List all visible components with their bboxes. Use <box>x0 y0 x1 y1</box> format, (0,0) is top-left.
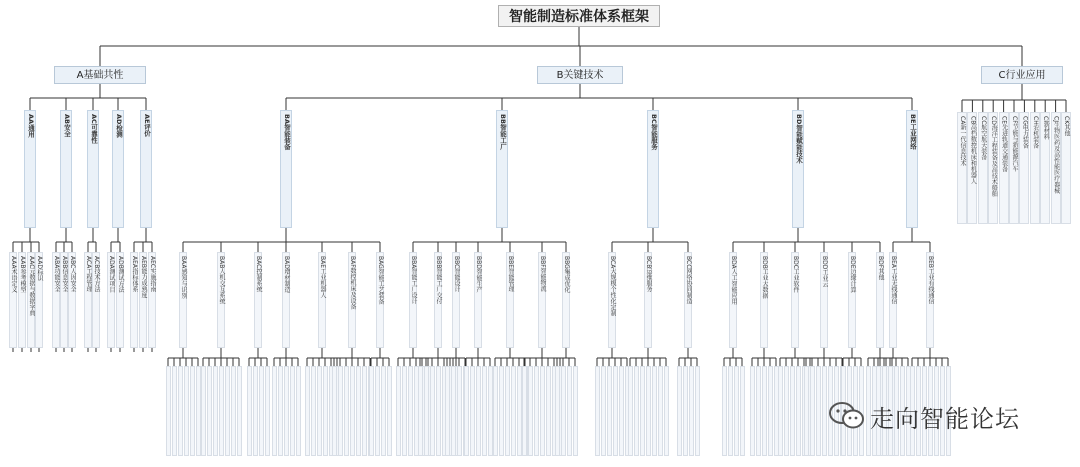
leaf-box <box>628 366 633 456</box>
industry-label: CK其他 <box>1063 116 1070 137</box>
subsection-label: AAB参考模型 <box>19 256 26 293</box>
leaf-box <box>172 366 177 456</box>
subsection-label: BDA人工智能应用 <box>730 256 737 305</box>
leaf-box <box>790 366 795 456</box>
leaf-box <box>768 366 773 456</box>
industry-label: CG电力装备 <box>1021 116 1029 149</box>
subsection-label: BDD工业云 <box>821 256 828 288</box>
root-title: 智能制造标准体系框架 <box>498 5 660 27</box>
leaf-box <box>201 366 206 456</box>
leaf-box <box>464 366 469 456</box>
subsection-label: BAC控制系统 <box>255 256 262 293</box>
leaf-box <box>338 366 343 456</box>
leaf-box <box>402 366 407 456</box>
leaf-box <box>247 366 252 456</box>
subsection-label: BCC网络协同制造 <box>685 256 692 305</box>
leaf-box <box>796 366 801 456</box>
subsection-label: ADA测试项目 <box>108 256 115 293</box>
leaf-box <box>784 366 789 456</box>
leaf-box <box>646 366 651 456</box>
leaf-box <box>451 366 456 456</box>
leaf-box <box>567 366 572 456</box>
leaf-box <box>259 366 264 456</box>
watermark <box>828 396 1020 436</box>
subsection-label: AAD标识 <box>36 256 43 281</box>
leaf-box <box>634 366 639 456</box>
leaf-box <box>436 366 441 456</box>
industry-label: CH农机装备 <box>1031 116 1039 149</box>
leaf-box <box>332 366 337 456</box>
leaf-box <box>445 366 450 456</box>
leaf-box <box>607 366 612 456</box>
leaf-box <box>540 366 545 456</box>
subsection-label: BDE边缘计算 <box>849 256 856 293</box>
subsection-label: AEB能力成熟度 <box>140 256 147 299</box>
industry-label: CJ生物医药及高性能医疗器械 <box>1052 116 1060 194</box>
leaf-box <box>296 366 301 456</box>
leaf-box <box>728 366 733 456</box>
leaf-box <box>810 366 815 456</box>
leaf-box <box>387 366 392 456</box>
subsection-label: AEC实施指南 <box>149 256 156 293</box>
leaf-box <box>740 366 745 456</box>
leaf-box <box>265 366 270 456</box>
leaf-box <box>290 366 295 456</box>
subsection-label: BBF智能物流 <box>539 256 546 292</box>
subsection-label: BDF其他 <box>877 256 884 281</box>
subsection-label: AAA术语定义 <box>10 256 17 293</box>
subsection-label: ABC人因安全 <box>69 256 76 293</box>
section-label: BC智能服务 <box>650 114 658 150</box>
leaf-box <box>689 366 694 456</box>
leaf-box <box>381 366 386 456</box>
subsection-label: BBC智能设计 <box>453 256 460 293</box>
industry-label: CF节能与新能源汽车 <box>1011 116 1018 172</box>
leaf-box <box>396 366 401 456</box>
subsection-label: BCB运维服务 <box>645 256 652 293</box>
leaf-box <box>573 366 578 456</box>
leaf-box <box>613 366 618 456</box>
leaf-box <box>601 366 606 456</box>
leaf-box <box>522 366 527 456</box>
leaf-box <box>756 366 761 456</box>
subsection-label: BAG智能工艺装备 <box>377 256 384 305</box>
leaf-box <box>493 366 498 456</box>
leaf-box <box>683 366 688 456</box>
leaf-box <box>178 366 183 456</box>
subsection-label: BBA智能工厂设计 <box>410 256 417 305</box>
leaf-box <box>272 366 277 456</box>
subsection-label: AEA指标体系 <box>131 256 138 292</box>
subsection-label: BCA大规模个性化定制 <box>609 256 616 317</box>
leaf-box <box>408 366 413 456</box>
leaf-box <box>225 366 230 456</box>
section-label: BE工业网络 <box>909 114 917 150</box>
subsection-label: AAC元数据与数据字典 <box>28 256 35 317</box>
leaf-box <box>166 366 171 456</box>
industry-label: CE先进轨道交通装备 <box>1000 116 1008 172</box>
leaf-box <box>219 366 224 456</box>
leaf-box <box>207 366 212 456</box>
leaf-box <box>664 366 669 456</box>
leaf-box <box>595 366 600 456</box>
industry-label: CB高档数控机床和机器人 <box>969 116 977 185</box>
industry-label: CA新一代信息技术 <box>959 116 966 167</box>
leaf-box <box>734 366 739 456</box>
leaf-box <box>253 366 258 456</box>
leaf-box <box>311 366 316 456</box>
category-1: A基础共性 <box>54 66 146 84</box>
category-2: B关键技术 <box>537 66 623 84</box>
section-label: BA智能装备 <box>283 114 291 150</box>
leaf-box <box>362 366 367 456</box>
leaf-box <box>213 366 218 456</box>
leaf-box <box>499 366 504 456</box>
leaf-box <box>418 366 423 456</box>
wechat-icon <box>828 401 866 431</box>
leaf-box <box>750 366 755 456</box>
leaf-box <box>778 366 783 456</box>
subsection-label: ABB信息安全 <box>61 256 68 293</box>
subsection-label: ACB技术方法 <box>93 256 100 293</box>
leaf-box <box>317 366 322 456</box>
section-label: AD检测 <box>115 114 123 138</box>
leaf-box <box>350 366 355 456</box>
leaf-box <box>534 366 539 456</box>
subsection-label: BEA工业无线通信 <box>890 256 897 305</box>
leaf-box <box>356 366 361 456</box>
leaf-box <box>284 366 289 456</box>
leaf-box <box>619 366 624 456</box>
subsection-label: BBB智能工厂交付 <box>435 256 442 305</box>
leaf-box <box>804 366 809 456</box>
leaf-box <box>822 366 827 456</box>
section-label: BD智能赋能技术 <box>795 114 803 164</box>
leaf-box <box>424 366 429 456</box>
leaf-box <box>482 366 487 456</box>
subsection-label: BDC工业软件 <box>792 256 799 293</box>
leaf-box <box>237 366 242 456</box>
subsection-label: BBG集成优化 <box>563 256 570 293</box>
leaf-box <box>505 366 510 456</box>
leaf-box <box>375 366 380 456</box>
leaf-box <box>231 366 236 456</box>
industry-label: CC航空航天装备 <box>979 116 987 161</box>
leaf-box <box>323 366 328 456</box>
subsection-label: BBD智能生产 <box>475 256 482 293</box>
leaf-box <box>640 366 645 456</box>
leaf-box <box>546 366 551 456</box>
leaf-box <box>476 366 481 456</box>
leaf-box <box>430 366 435 456</box>
subsection-label: BAA感知与识别 <box>180 256 187 299</box>
leaf-box <box>457 366 462 456</box>
section-label: AC可靠性 <box>90 114 98 144</box>
industry-label: CD海洋工程装备及高技术船舶 <box>990 116 998 197</box>
leaf-box <box>305 366 310 456</box>
subsection-label: BAD增材制造 <box>283 256 290 293</box>
subsection-label: BBE智能管理 <box>507 256 514 293</box>
leaf-box <box>677 366 682 456</box>
leaf-box <box>278 366 283 456</box>
leaf-box <box>555 366 560 456</box>
leaf-box <box>344 366 349 456</box>
section-label: AB安全 <box>63 114 71 137</box>
watermark-text: 走向智能论坛 <box>870 404 1020 433</box>
subsection-label: ACA工程管理 <box>85 256 92 293</box>
leaf-box <box>695 366 700 456</box>
leaf-box <box>184 366 189 456</box>
subsection-label: BAE工业机器人 <box>319 256 326 299</box>
leaf-box <box>652 366 657 456</box>
subsection-label: BDB工业大数据 <box>761 256 768 299</box>
leaf-box <box>528 366 533 456</box>
subsection-label: BAB人机交互系统 <box>218 256 225 305</box>
leaf-box <box>658 366 663 456</box>
leaf-box <box>470 366 475 456</box>
subsection-label: ABA功能安全 <box>53 256 60 293</box>
leaf-box <box>190 366 195 456</box>
leaf-box <box>561 366 566 456</box>
section-label: AE评价 <box>143 114 151 137</box>
section-label: BB智能工厂 <box>499 114 507 150</box>
industry-label: CI新材料 <box>1042 116 1050 140</box>
subsection-label: ADB测试方法 <box>117 256 124 293</box>
category-3: C行业应用 <box>981 66 1063 84</box>
leaf-box <box>511 366 516 456</box>
leaf-box <box>722 366 727 456</box>
leaf-box <box>816 366 821 456</box>
subsection-label: BEB工业有线通信 <box>927 256 934 305</box>
subsection-label: BAF数控机床及设备 <box>349 256 356 310</box>
leaf-box <box>762 366 767 456</box>
section-label: AA通用 <box>27 114 35 138</box>
leaf-box <box>369 366 374 456</box>
